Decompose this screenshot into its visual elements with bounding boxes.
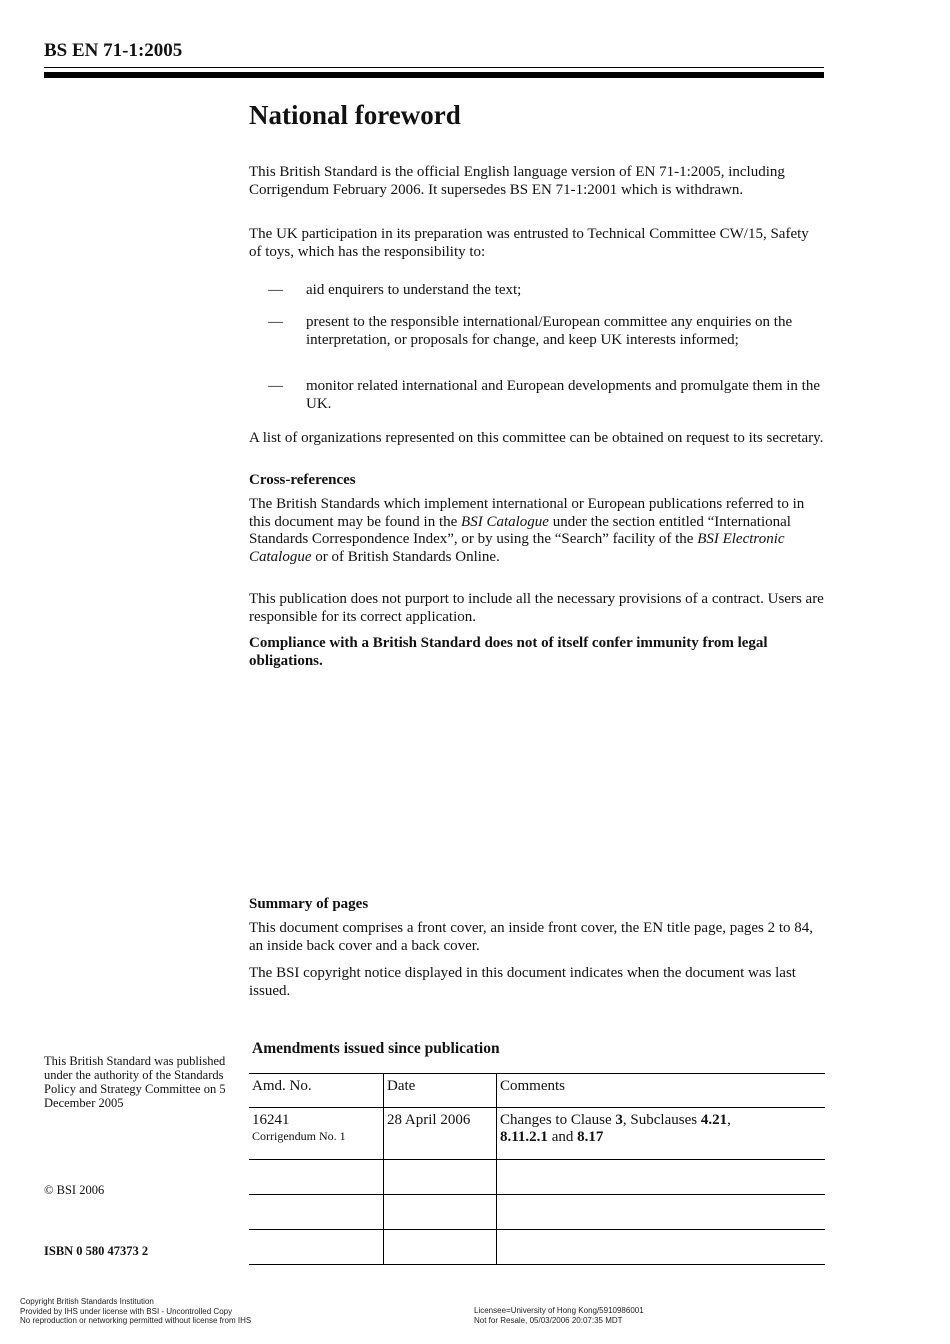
summary-heading: Summary of pages [249, 896, 369, 912]
bullet-dash: — [268, 378, 283, 394]
document-id: BS EN 71-1:2005 [44, 40, 183, 61]
crossref-heading: Cross-references [249, 472, 356, 488]
table-row [249, 1108, 825, 1160]
bullet-dash: — [268, 314, 283, 330]
copyright-notice-paragraph: The BSI copyright notice displayed in this document indicates when the document was last issued. [249, 965, 796, 999]
authority-note: This British Standard was published under the authority of the Standards Policy and Strategy Committee on 5 December 2005 [44, 1054, 226, 1110]
table-row [249, 1230, 825, 1265]
organizations-paragraph: A list of organizations represented on this committee can be obtained on request to its secretary. [249, 430, 824, 446]
bullet-item: present to the responsible international/European committee any enquiries on the interpretation, or proposals for change, and keep UK interests informed; [306, 314, 793, 348]
header-rule-thin [44, 67, 824, 68]
amd-no-cell: 16241 Corrigendum No. 1 [249, 1108, 384, 1160]
bullet-dash: — [268, 282, 283, 298]
table-row [249, 1160, 825, 1195]
provisions-paragraph: This publication does not purport to include all the necessary provisions of a contract. Users are responsible for its correct application. [249, 591, 824, 625]
isbn-label: ISBN 0 580 47373 2 [44, 1244, 149, 1258]
amendments-title: Amendments issued since publication [252, 1040, 500, 1057]
amd-note: Corrigendum No. 1 [252, 1129, 346, 1143]
date-cell: 28 April 2006 [384, 1108, 497, 1160]
bsi-catalogue-italic: BSI Catalogue [461, 513, 549, 530]
amendments-table [249, 1073, 825, 1265]
header-comments: Comments [497, 1074, 826, 1108]
footer-left: Copyright British Standards Institution Provided by IHS under license with BSI - Uncontrolled Copy No reproduction or networking permitted without license from IHS [20, 1297, 252, 1325]
page-title: National foreword [249, 100, 461, 130]
intro-paragraph: This British Standard is the official English language version of EN 71-1:2005, including Corrigendum February 2006. It supersedes BS EN 71-1:2001 which is withdrawn. [249, 164, 785, 198]
summary-paragraph: This document comprises a front cover, an inside front cover, the EN title page, pages 2 to 84, an inside back cover and a back cover. [249, 920, 814, 954]
bsi-electronic-catalogue-italic: BSI Electronic Catalogue [249, 531, 785, 565]
header-date: Date [384, 1074, 497, 1108]
table-row [249, 1195, 825, 1230]
header-amd-no: Amd. No. [252, 1078, 312, 1094]
header-rule-thick [44, 72, 824, 78]
crossref-paragraph: The British Standards which implement international or European publications referred to in this document may be found in the BSI Catalogue under the section entitled “International Standards Correspondence Index”, or by using the “Search” facility of the BSI Electronic Catalogue or of British Standards Online. [249, 496, 805, 565]
compliance-statement: Compliance with a British Standard does not of itself confer immunity from legal obligations. [249, 635, 768, 669]
footer-right: Licensee=University of Hong Kong/5910986001 Not for Resale, 05/03/2006 20:07:35 MDT [474, 1306, 644, 1325]
comments-cell: Changes to Clause 3, Subclauses 4.21, 8.11.2.1 and 8.17 [497, 1108, 826, 1160]
copyright-label: © BSI 2006 [44, 1183, 105, 1197]
bullet-item: monitor related international and European developments and promulgate them in the UK. [306, 378, 821, 412]
table-header-row [249, 1074, 825, 1108]
participation-paragraph: The UK participation in its preparation was entrusted to Technical Committee CW/15, Safety of toys, which has the responsibility to: [249, 226, 809, 260]
bullet-item: aid enquirers to understand the text; [306, 282, 522, 298]
